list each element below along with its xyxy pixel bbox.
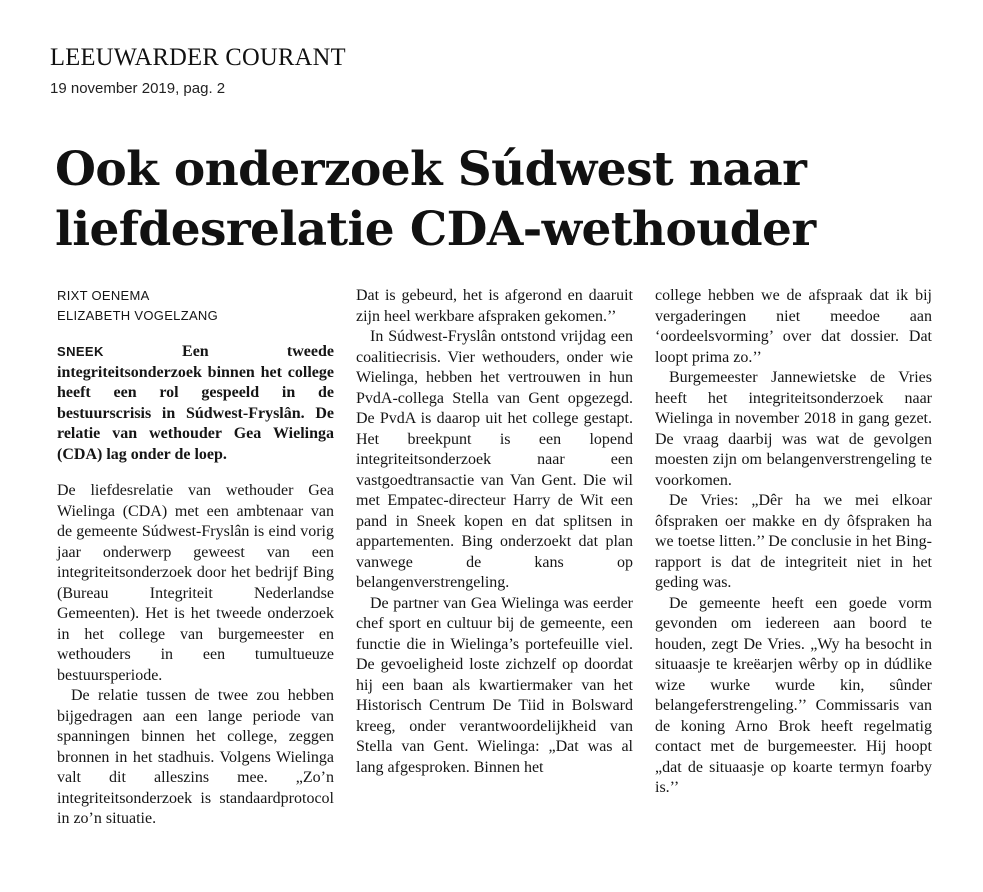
author-byline: RIXT OENEMA — [57, 288, 150, 303]
newspaper-masthead: LEEUWARDER COURANT — [50, 44, 346, 71]
publication-dateline: 19 november 2019, pag. 2 — [50, 80, 226, 97]
body-paragraph: Dat is gebeurd, het is afgerond en daaruit zijn heel werkbare afspraken gekomen.’’ — [356, 287, 633, 325]
article-column-3 — [655, 286, 932, 799]
body-paragraph: De relatie tussen de twee zou hebben bijgedragen aan een lange periode van spanningen binnen het college, zeggen bronnen in het stadhuis. Volgens Wielinga valt dit alleszins mee. „Zo’n integriteitsonderzoek is standaardprotocol in zo’n situatie. — [57, 687, 334, 827]
intro-dateline: SNEEK — [57, 344, 104, 359]
body-paragraph: college hebben we de afspraak dat ik bij vergaderingen niet meedoe aan ‘oordeelsvorming’ over dat dossier. Dat loopt prima zo.’’ — [655, 287, 932, 366]
author-byline: ELIZABETH VOGELZANG — [57, 308, 219, 323]
intro-text: Een tweede integriteitsonderzoek binnen het college heeft een rol gespeeld in de bestuurscrisis in Súdwest-Fryslân. De relatie van wethouder Gea Wielinga (CDA) lag onder de loep. — [57, 343, 334, 463]
article-column-1 — [57, 286, 334, 830]
headline-line-2: liefdesrelatie CDA-wethouder — [55, 202, 816, 257]
article-intro — [57, 342, 334, 465]
body-paragraph: De Vries: „Dêr ha we mei elkoar ôfspraken oer makke en dy ôfspraken ha we toetse litten.’’ De conclusie in het Bing-rapport is dat de integriteit niet in het geding was. — [655, 492, 932, 591]
body-paragraph: Burgemeester Jannewietske de Vries heeft het integriteitsonderzoek naar Wielinga in november 2018 in gang gezet. De vraag daarbij was wat de gevolgen moesten zijn om belangenverstrengeling te voorkomen. — [655, 369, 932, 489]
headline-line-1: Ook onderzoek Súdwest naar — [55, 142, 807, 197]
body-paragraph: In Súdwest-Fryslân ontstond vrijdag een coalitiecrisis. Vier wethouders, onder wie Wielinga, hebben het vertrouwen in hun PvdA-collega Stella van Gent opgezegd. De PvdA is daarop uit het college gestapt. Het breekpunt is een lopend integriteitsonderzoek naar een vastgoedtransactie van Van Gent. Die wil met Empatec-directeur Harry de Wit een pand in Sneek kopen en dat splitsen in appartementen. Bing onderzoekt dat plan vanwege de kans op belangenverstrengeling. — [356, 328, 633, 591]
article-headline — [55, 140, 955, 260]
article-column-2 — [356, 286, 633, 778]
body-paragraph: De gemeente heeft een goede vorm gevonden om iedereen aan boord te houden, zegt De Vries. „Wy ha besocht in situaasje te kreëarjen wêrby op in dúdlike wize wurke wurde kin, sûnder belangeferstrengeling.’’ Commissaris van de koning Arno Brok heeft regelmatig contact met de burgemeester. Hij hoopt „dat de situaasje op koarte termyn foarby is.’’ — [655, 594, 932, 796]
body-paragraph: De liefdesrelatie van wethouder Gea Wielinga (CDA) met een ambtenaar van de gemeente Súdwest-Fryslân is eind vorig jaar onderwerp geweest van een integriteitsonderzoek door het bedrijf Bing (Bureau Integriteit Nederlandse Gemeenten). Het is het tweede onderzoek in het college van burgemeester en wethouders in een tumultueuze bestuursperiode. — [57, 482, 334, 684]
body-paragraph: De partner van Gea Wielinga was eerder chef sport en cultuur bij de gemeente, een functie die in Wielinga’s portefeuille viel. De gevoeligheid loste zichzelf op doordat hij een baan als kwartiermaker van het Historisch Centrum De Tiid in Bolsward kreeg, onder verantwoordelijkheid van Stella van Gent. Wielinga: „Dat was al lang afgesproken. Binnen het — [356, 594, 633, 776]
